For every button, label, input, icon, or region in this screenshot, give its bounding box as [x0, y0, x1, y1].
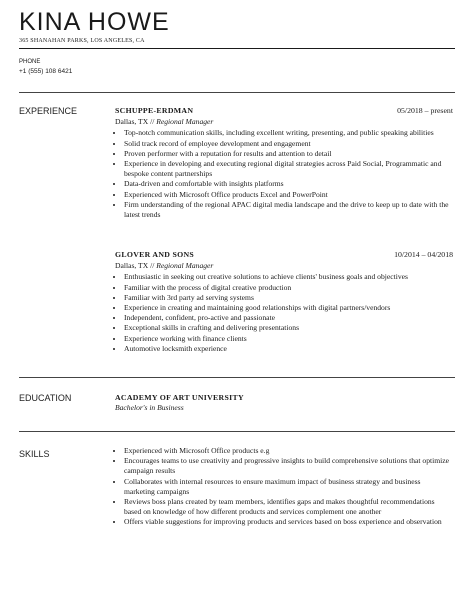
list-item: • Solid track record of employee development and engagement — [124, 139, 453, 149]
list-item: • Experience in creating and maintaining good relationships with digital partners/vendors — [124, 303, 453, 313]
list-item: • Experience working with finance clients — [124, 334, 453, 344]
job-bullets — [115, 128, 453, 220]
skills-list — [115, 446, 453, 528]
school-name: ACADEMY OF ART UNIVERSITY — [115, 393, 244, 402]
job-bullets — [115, 272, 453, 354]
list-item: • Encourages teams to use creativity and progressive insights to build comprehensive solutions that optimize campaign results — [124, 456, 453, 476]
list-item: • Collaborates with internal resources to ensure maximum impact of business strategy and business marketing campaigns — [124, 477, 453, 497]
job-location-role — [115, 117, 453, 127]
education-entry — [115, 393, 453, 413]
role-separator: // — [150, 117, 155, 127]
section-divider — [19, 92, 455, 93]
company-name: GLOVER AND SONS — [115, 250, 195, 259]
list-item: • Experience in developing and executing regional digital strategies across Paid Social, Programmatic and bespoke content partnerships — [124, 159, 453, 179]
job-location-role — [115, 261, 453, 271]
section-divider — [19, 431, 455, 432]
candidate-name: KINA HOWE — [19, 8, 170, 36]
job-location: Dallas, TX — [115, 261, 149, 271]
job-role: Regional Manager — [156, 261, 214, 271]
degree: Bachelor's in Business — [115, 403, 184, 413]
list-item: • Enthusiastic in seeking out creative solutions to achieve clients' business goals and objectives — [124, 272, 453, 282]
list-item: • Familiar with 3rd party ad serving systems — [124, 293, 453, 303]
education-heading: EDUCATION — [19, 393, 72, 403]
list-item: • Reviews boss plans created by team members, identifies gaps and makes thoughtful recommendations based on knowledge of how different products and services complement one another — [124, 497, 453, 517]
list-item: • Offers viable suggestions for improving products and services based on boss experience and observation — [124, 517, 453, 527]
skills-heading: SKILLS — [19, 449, 50, 459]
list-item: • Exceptional skills in crafting and delivering presentations — [124, 323, 453, 333]
list-item: • Independent, confident, pro-active and passionate — [124, 313, 453, 323]
role-separator: // — [150, 261, 155, 271]
list-item: • Automotive locksmith experience — [124, 344, 453, 354]
address: 365 SHANAHAN PARKS, LOS ANGELES, CA — [19, 38, 145, 44]
job-entry — [115, 106, 453, 220]
experience-heading: EXPERIENCE — [19, 106, 78, 116]
section-divider — [19, 377, 455, 378]
job-role: Regional Manager — [156, 117, 214, 127]
phone-number: +1 (555) 108 6421 — [19, 68, 73, 75]
phone-label: PHONE — [19, 59, 41, 65]
list-item: • Firm understanding of the regional APAC digital media landscape and the drive to keep up to date with the latest trends — [124, 200, 453, 220]
list-item: • Experienced with Microsoft Office products e.g — [124, 446, 453, 456]
list-item: • Top-notch communication skills, including excellent writing, presenting, and public speaking abilities — [124, 128, 453, 138]
job-location: Dallas, TX — [115, 117, 149, 127]
list-item: • Familiar with the process of digital creative production — [124, 283, 453, 293]
job-dates: 05/2018 – present — [397, 106, 453, 115]
list-item: • Experienced with Microsoft Office products Excel and PowerPoint — [124, 190, 453, 200]
list-item: • Data-driven and comfortable with insights platforms — [124, 179, 453, 189]
job-dates: 10/2014 – 04/2018 — [394, 250, 453, 259]
list-item: • Proven performer with a reputation for results and attention to detail — [124, 149, 453, 159]
header-divider — [19, 48, 455, 49]
company-name: SCHUPPE-ERDMAN — [115, 106, 194, 115]
job-entry — [115, 250, 453, 354]
skills-list-container — [115, 446, 453, 528]
